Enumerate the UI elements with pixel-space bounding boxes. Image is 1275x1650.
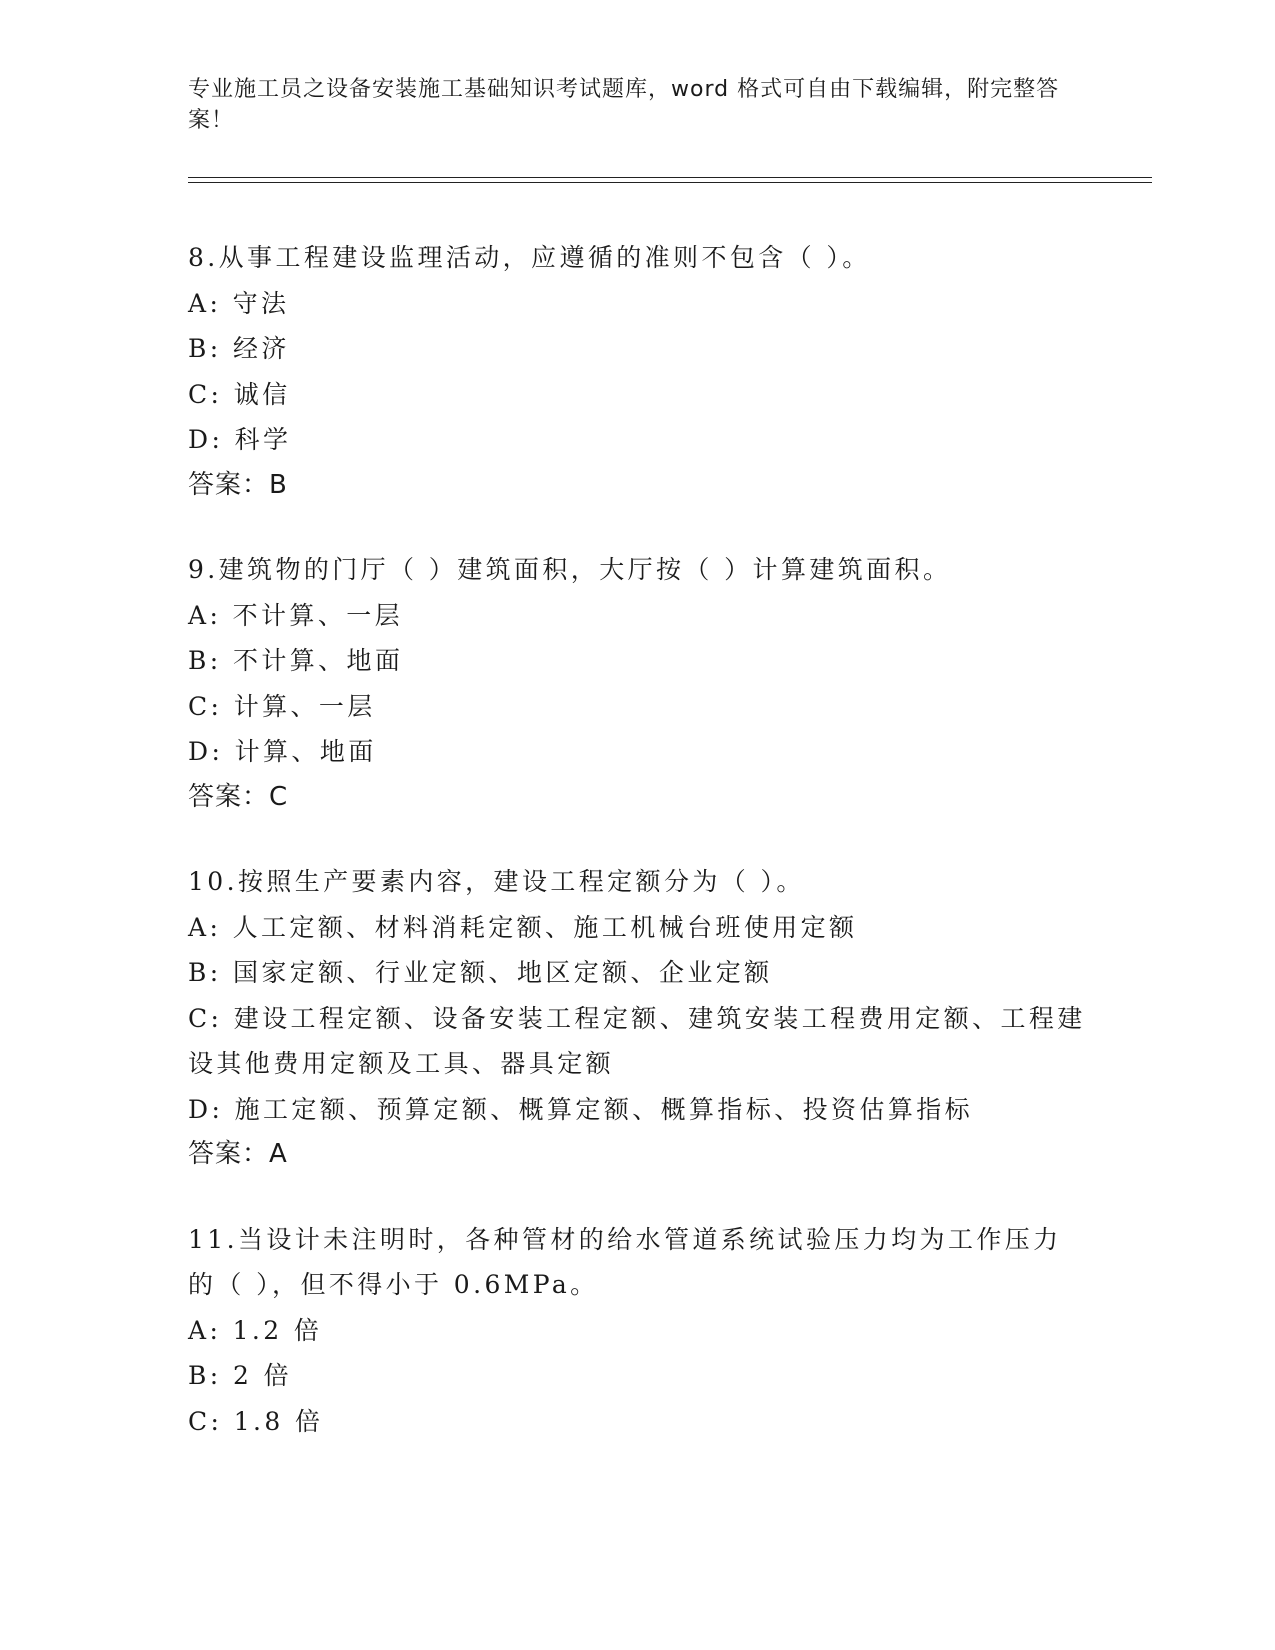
option-b: B: 2 倍 — [188, 1361, 292, 1390]
option-c: C: 建设工程定额、设备安装工程定额、建筑安装工程费用定额、工程建设其他费用定额及工具、器具定额 — [188, 1003, 1086, 1078]
option-d: D: 施工定额、预算定额、概算定额、概算指标、投资估算指标 — [188, 1094, 974, 1124]
option-d: D: 科学 — [188, 425, 292, 454]
header-divider-bottom — [188, 182, 1152, 183]
option-c: C: 计算、一层 — [188, 691, 376, 721]
option-b: B: 经济 — [188, 334, 290, 363]
question-8 — [188, 235, 1088, 508]
question-stem: 9.建筑物的门厅（ ）建筑面积，大厅按（ ）计算建筑面积。 — [188, 555, 952, 584]
answer-line: 答案：C — [188, 781, 289, 812]
option-a: A: 不计算、一层 — [188, 600, 404, 630]
question-stem: 11.当设计未注明时，各种管材的给水管道系统试验压力均为工作压力的（ ），但不得小于 0.6MPa。 — [188, 1224, 1062, 1299]
question-stem: 10.按照生产要素内容，建设工程定额分为（ ）。 — [188, 867, 805, 896]
document-header: 专业施工员之设备安装施工基础知识考试题库，word 格式可自由下载编辑，附完整答案！ — [188, 77, 1060, 133]
option-a: A: 守法 — [188, 288, 290, 318]
header-divider-top — [188, 177, 1152, 178]
question-11 — [188, 1217, 1088, 1445]
question-10 — [188, 859, 1088, 1178]
question-list — [188, 235, 1088, 1483]
option-c: C: 1.8 倍 — [188, 1406, 324, 1436]
option-a: A: 人工定额、材料消耗定额、施工机械台班使用定额 — [188, 912, 858, 942]
question-stem: 8.从事工程建设监理活动，应遵循的准则不包含（ ）。 — [188, 243, 871, 272]
option-d: D: 计算、地面 — [188, 737, 377, 766]
answer-line: 答案：B — [188, 469, 288, 500]
option-b: B: 国家定额、行业定额、地区定额、企业定额 — [188, 958, 773, 987]
option-a: A: 1.2 倍 — [188, 1315, 323, 1345]
option-c: C: 诚信 — [188, 379, 291, 409]
question-9 — [188, 547, 1088, 820]
option-b: B: 不计算、地面 — [188, 646, 404, 675]
answer-line: 答案：A — [188, 1139, 288, 1169]
